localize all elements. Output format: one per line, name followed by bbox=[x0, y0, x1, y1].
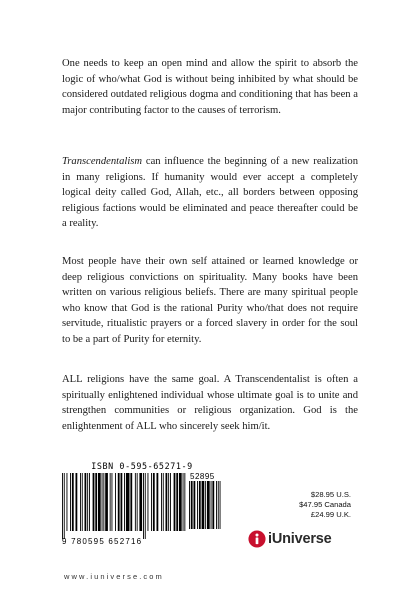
addon-barcode bbox=[189, 481, 223, 537]
price-uk: £24.99 U.K. bbox=[310, 510, 351, 519]
ean-number: 9 780595 652716 bbox=[62, 537, 143, 546]
price-us: $28.95 U.S. bbox=[310, 490, 351, 499]
publisher-logo bbox=[248, 529, 332, 549]
publisher-name: iUniverse bbox=[268, 531, 332, 547]
price-list bbox=[267, 490, 351, 520]
price-canada: $47.95 Canada bbox=[299, 500, 351, 509]
barcode-block bbox=[62, 461, 224, 565]
paragraph-3: Most people have their own self attained or learned knowledge or deep religious convictions on spirituality. Many books have been written on various religious beliefs. There are many spiritual people who know that God is the rational Purity who/that does not require servitude, ritualistic prayers or a forced slavery in order for the soul to be a part of Purity for eternity. bbox=[62, 256, 358, 345]
iuniverse-logo-icon bbox=[248, 530, 266, 548]
paragraph-4: ALL religions have the same goal. A Transcendentalist is often a spiritually enlightened individual whose ultimate goal is to unite and strengthen communities or religious organization. God is the enlightenment of ALL who sincerely seek him/it. bbox=[62, 374, 358, 432]
paragraph-2-body: can influence the beginning of a new realization in many religions. If humanity would ever accept a completely logical deity called God, Allah, etc., all borders between opposing religious factions would be eliminated and peace thereafter could be a reality. bbox=[62, 156, 358, 230]
paragraph-2 bbox=[62, 154, 358, 232]
ean-barcode bbox=[62, 473, 186, 539]
addon-number: 52895 bbox=[190, 472, 215, 481]
paragraph-2-italic-term: Transcendentalism bbox=[62, 156, 143, 167]
isbn-label: ISBN 0-595-65271-9 bbox=[91, 461, 193, 471]
paragraph-1: One needs to keep an open mind and allow the spirit to absorb the logic of who/what God is without being inhibited by what should be considered outdated religious dogma and conditioning that has been a major contributing factor to the causes of terrorism. bbox=[62, 58, 358, 116]
website-url: www.iuniverse.com bbox=[64, 572, 164, 581]
